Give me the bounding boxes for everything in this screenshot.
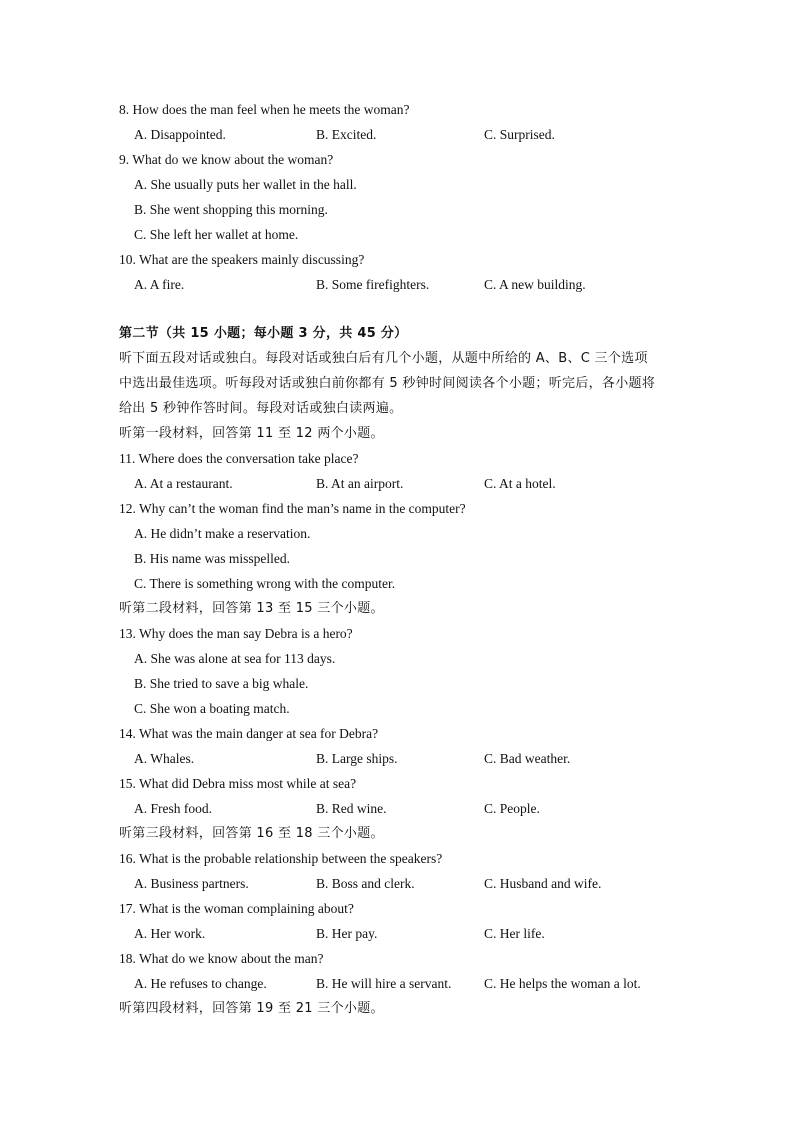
option-b: B. Large ships. [316,751,398,766]
option-a: A. Whales. [134,751,195,766]
instruction-line-2: 中选出最佳选项。听每段对话或独白前你都有 5 秒钟时间阅读各个小题；听完后，各小题将 [119,376,656,391]
question-17-options [0,921,794,946]
question-16: 16. What is the probable relationship between the speakers? [119,851,443,866]
question-18-options [0,971,794,996]
question-14: 14. What was the main danger at sea for Debra? [119,726,379,741]
question-14-options [0,746,794,771]
material-2-note: 听第二段材料，回答第 13 至 15 三个小题。 [119,601,384,616]
question-11: 11. Where does the conversation take place? [119,451,359,466]
option-b: B. She went shopping this morning. [134,202,328,217]
option-c: C. She won a boating match. [134,701,290,716]
question-15-options [0,796,794,821]
option-a: A. Her work. [134,926,206,941]
option-b: B. She tried to save a big whale. [134,676,309,691]
question-13: 13. Why does the man say Debra is a hero? [119,626,353,641]
option-c: C. Her life. [484,926,545,941]
option-c: C. A new building. [484,277,586,292]
option-a: A. He refuses to change. [134,976,267,991]
option-c: C. He helps the woman a lot. [484,976,641,991]
option-c: C. There is something wrong with the computer. [134,576,396,591]
question-10: 10. What are the speakers mainly discussing? [119,252,365,267]
section-heading: 第二节（共 15 小题；每小题 3 分，共 45 分） [119,326,408,341]
option-b: B. At an airport. [316,476,404,491]
material-1-note: 听第一段材料，回答第 11 至 12 两个小题。 [119,426,384,441]
option-a: A. Disappointed. [134,127,226,142]
material-4-note: 听第四段材料，回答第 19 至 21 三个小题。 [119,1001,384,1016]
question-15: 15. What did Debra miss most while at sea? [119,776,357,791]
question-8-options [0,122,794,147]
option-c: C. At a hotel. [484,476,556,491]
option-b: B. He will hire a servant. [316,976,452,991]
option-b: B. Red wine. [316,801,387,816]
option-a: A. At a restaurant. [134,476,233,491]
option-c: C. Husband and wife. [484,876,602,891]
question-9: 9. What do we know about the woman? [119,152,334,167]
option-a: A. She was alone at sea for 113 days. [134,651,336,666]
instruction-line-3: 给出 5 秒钟作答时间。每段对话或独白读两遍。 [119,401,403,416]
option-a: A. Business partners. [134,876,249,891]
option-a: A. He didn’t make a reservation. [134,526,311,541]
option-a: A. She usually puts her wallet in the hall. [134,177,357,192]
option-a: A. Fresh food. [134,801,212,816]
question-18: 18. What do we know about the man? [119,951,324,966]
question-10-options [0,272,794,297]
question-12: 12. Why can’t the woman find the man’s name in the computer? [119,501,466,516]
option-b: B. Her pay. [316,926,378,941]
material-3-note: 听第三段材料，回答第 16 至 18 三个小题。 [119,826,384,841]
option-b: B. Excited. [316,127,377,142]
question-17: 17. What is the woman complaining about? [119,901,354,916]
option-a: A. A fire. [134,277,185,292]
option-c: C. Bad weather. [484,751,571,766]
instruction-line-1: 听下面五段对话或独白。每段对话或独白后有几个小题，从题中所给的 A、B、C 三个选项 [119,351,648,366]
question-8: 8. How does the man feel when he meets the woman? [119,102,410,117]
question-11-options [0,471,794,496]
option-b: B. Some firefighters. [316,277,430,292]
option-c: C. She left her wallet at home. [134,227,299,242]
option-c: C. People. [484,801,540,816]
option-b: B. His name was misspelled. [134,551,290,566]
option-b: B. Boss and clerk. [316,876,415,891]
option-c: C. Surprised. [484,127,555,142]
question-16-options [0,871,794,896]
